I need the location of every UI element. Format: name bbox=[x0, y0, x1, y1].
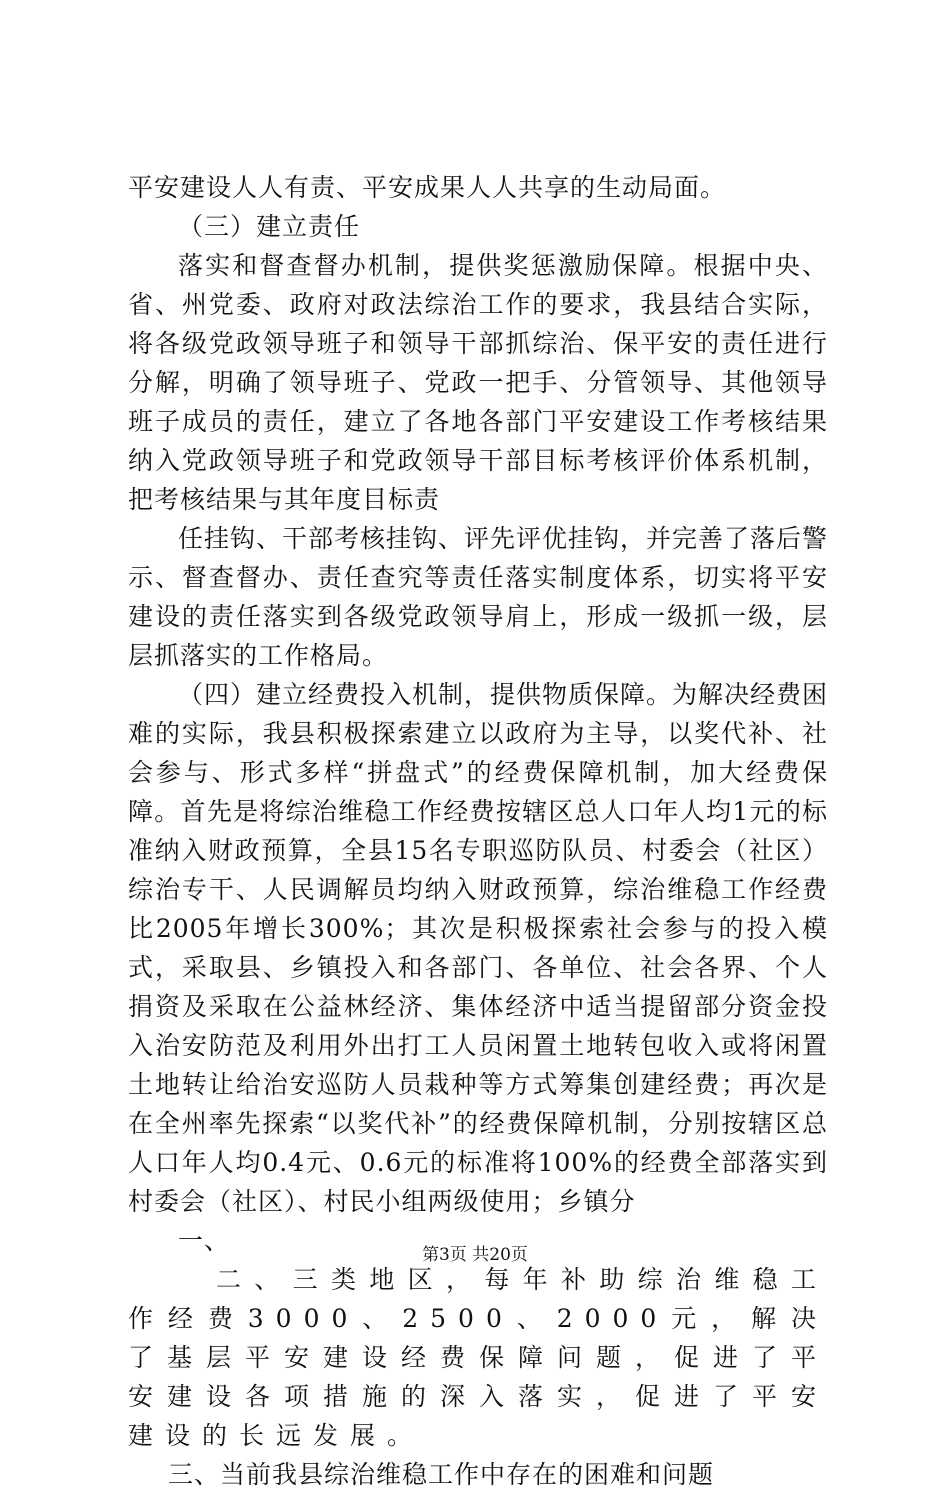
paragraph-1: 平安建设人人有责、平安成果人人共享的生动局面。 bbox=[128, 173, 727, 202]
paragraph-2: 落实和督查督办机制，提供奖惩激励保障。根据中央、省、州党委、政府对政法综治工作的要求，我县结合实际，将各级党政领导班子和领导干部抓综治、保平安的责任进行分解，明确了领导班子、党政一把手、分管领导、其他领导班子成员的责任，建立了各地各部门平安建设工作考核结果纳入党政领导班子和党政领导干部目标考核评价体系机制，把考核结果与其年度目标责 bbox=[128, 251, 828, 514]
document-body bbox=[128, 168, 828, 1494]
paragraph-4: （四）建立经费投入机制，提供物质保障。为解决经费困难的实际，我县积极探索建立以政府为主导，以奖代补、社会参与、形式多样“拼盘式”的经费保障机制，加大经费保障。首先是将综治维稳工作经费按辖区总人口年人均1元的标准纳入财政预算，全县15名专职巡防队员、村委会（社区）综治专干、人民调解员均纳入财政预算，综治维稳工作经费比2005年增长300%；其次是积极探索社会参与的投入模式，采取县、乡镇投入和各部门、各单位、社会各界、个人捐资及采取在公益林经济、集体经济中适当提留部分资金投入治安防范及利用外出打工人员闲置土地转包收入或将闲置土地转让给治安巡防人员栽种等方式筹集创建经费；再次是在全州率先探索“以奖代补”的经费保障机制，分别按辖区总人口年人均0.4元、0.6元的标准将100%的经费全部落实到村委会（社区）、村民小组两级使用；乡镇分 bbox=[128, 680, 829, 1216]
paragraph-6: 二、三类地区，每年补助综治维稳工作经费3000、2500、2000元，解决了基层平安建设经费保障问题，促进了平安建设各项措施的深入落实，促进了平安建设的长远发展。 bbox=[128, 1265, 828, 1450]
section-heading-three: 三、当前我县综治维稳工作中存在的困难和问题 bbox=[168, 1460, 715, 1489]
paragraph-3: 任挂钩、干部考核挂钩、评先评优挂钩，并完善了落后警示、督查督办、责任查究等责任落实制度体系，切实将平安建设的责任落实到各级党政领导肩上，形成一级抓一级，层层抓落实的工作格局。 bbox=[128, 524, 829, 670]
page-footer: 第3页 共20页 bbox=[422, 1245, 528, 1265]
section-heading-3: （三）建立责任 bbox=[178, 212, 361, 241]
paragraph-5: 一、 bbox=[178, 1226, 231, 1255]
